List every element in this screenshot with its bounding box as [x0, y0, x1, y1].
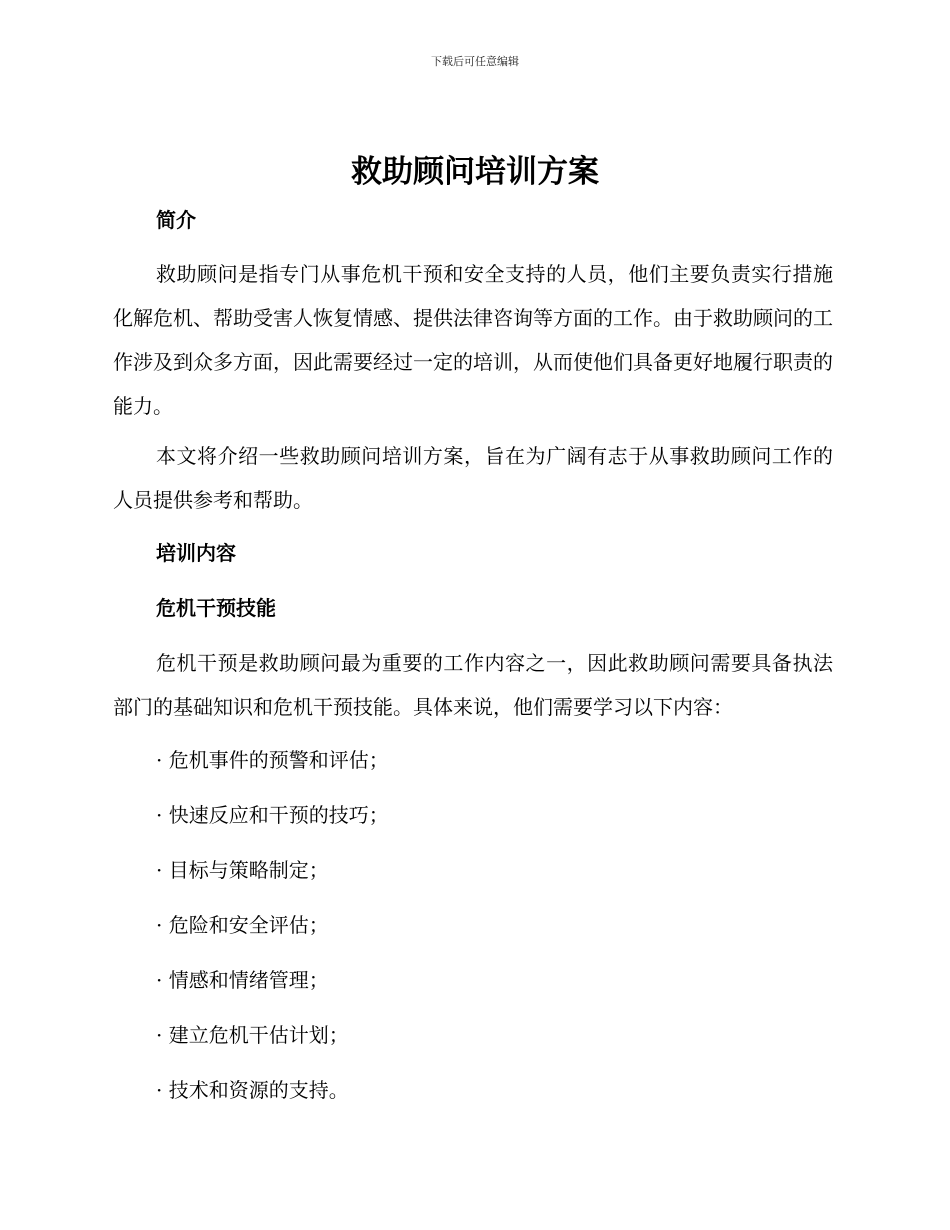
list-item: · 危险和安全评估；: [156, 913, 329, 937]
list-item: · 危机事件的预警和评估；: [156, 748, 389, 772]
heading-training-content: 培训内容: [156, 541, 236, 565]
paragraph-intro-2: 本文将介绍一些救助顾问培训方案，旨在为广阔有志于从事救助顾问工作的人员提供参考和帮助。: [113, 444, 833, 512]
paragraph-intro-1: 救助顾问是指专门从事危机干预和安全支持的人员，他们主要负责实行措施化解危机、帮助受害人恢复情感、提供法律咨询等方面的工作。由于救助顾问的工作涉及到众多方面，因此需要经过一定的培训，从而使他们具备更好地履行职责的能力。: [113, 262, 833, 418]
list-item: · 情感和情绪管理；: [156, 968, 329, 992]
heading-crisis-skills: 危机干预技能: [156, 596, 276, 620]
list-item: · 建立危机干估计划；: [156, 1023, 349, 1047]
header-note: 下载后可任意编辑: [431, 55, 519, 68]
paragraph-crisis-1: 危机干预是救助顾问最为重要的工作内容之一，因此救助顾问需要具备执法部门的基础知识和危机干预技能。具体来说，他们需要学习以下内容：: [113, 651, 833, 719]
list-item: · 目标与策略制定；: [156, 858, 329, 882]
list-item: · 技术和资源的支持。: [156, 1078, 349, 1102]
heading-intro: 简介: [156, 208, 196, 232]
document-title: 救助顾问培训方案: [351, 154, 599, 190]
list-item: · 快速反应和干预的技巧；: [156, 803, 389, 827]
